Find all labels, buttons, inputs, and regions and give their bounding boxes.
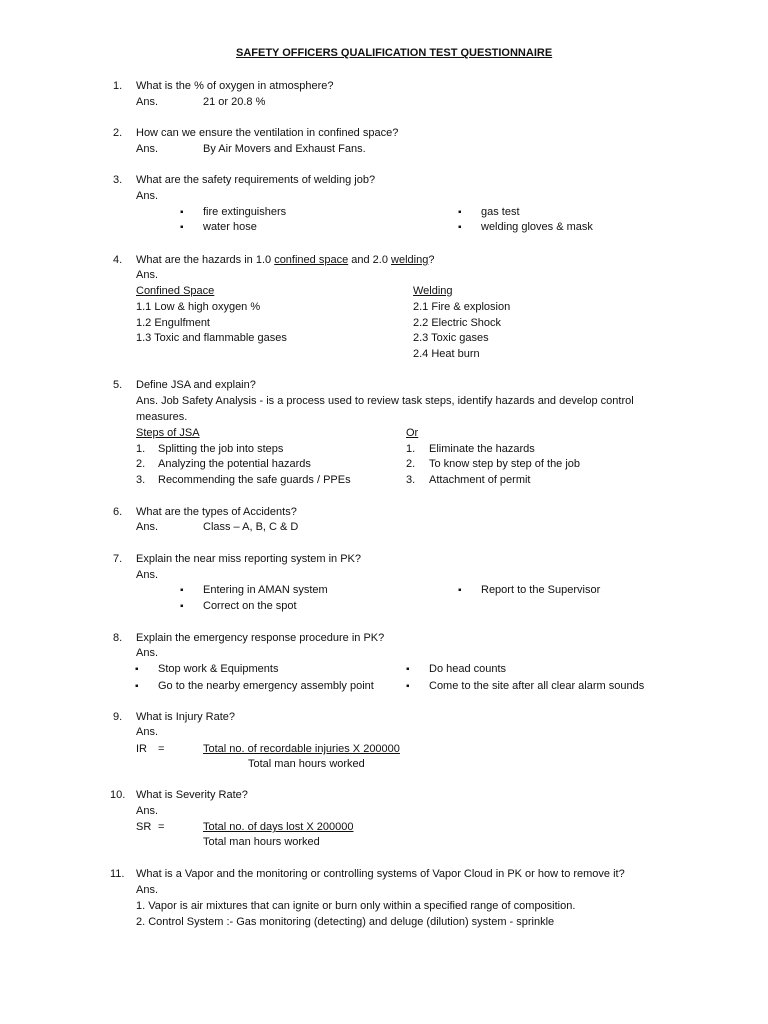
list-item: Attachment of permit [429,474,531,486]
answer-text: Class – A, B, C & D [203,521,299,533]
list-item: 2.3 Toxic gases [413,332,489,344]
question-number: 4. [113,254,123,266]
bullet-item: ▪ welding gloves & mask [481,221,593,234]
question-text: Explain the emergency response procedure in PK? [136,632,385,644]
question-number: 8. [113,632,123,644]
answer-label: Ans. [136,269,159,281]
column-heading: Welding [413,285,453,297]
list-item: To know step by step of the job [429,458,581,470]
formula-numerator: Total no. of days lost X 200000 [203,821,354,833]
answer-text: 21 or 20.8 % [203,96,266,108]
question-text: Define JSA and explain? [136,379,256,391]
answer-label: Ans. [136,884,159,896]
formula-lhs: IR [136,743,147,755]
question-number: 1. [113,80,123,92]
list-item: 2.2 Electric Shock [413,317,502,329]
formula-denominator: Total man hours worked [203,836,320,848]
list-number: 1. [406,443,416,455]
list-number: 3. [406,474,416,486]
question-number: 11. [110,868,125,880]
answer-label: Ans. [136,647,159,659]
column-heading: Steps of JSA [136,427,200,439]
question-text: What is the % of oxygen in atmosphere? [136,80,334,92]
document-title: SAFETY OFFICERS QUALIFICATION TEST QUESTIONNAIRE [236,47,553,59]
bullet-item: ▪ Do head counts [429,663,506,676]
list-item: Splitting the job into steps [158,443,284,455]
question-text: What is Injury Rate? [136,711,236,723]
answer-text: Ans. Job Safety Analysis - is a process used to review task steps, identify hazards and develop control [136,395,634,407]
list-item: Recommending the safe guards / PPEs [158,474,351,486]
formula-numerator: Total no. of recordable injuries X 200000 [203,743,400,755]
formula-equals: = [158,821,165,833]
answer-text: 1. Vapor is air mixtures that can ignite or burn only within a specified range of composition. [136,900,576,912]
question-number: 6. [113,506,123,518]
list-item: 2.4 Heat burn [413,348,480,360]
question-number: 3. [113,174,123,186]
answer-label: Ans. [136,143,159,155]
answer-text: 2. Control System :- Gas monitoring (detecting) and deluge (dilution) system - sprinkle [136,916,555,928]
bullet-item: ▪ Report to the Supervisor [481,584,600,597]
question-number: 10. [110,789,126,801]
answer-text: By Air Movers and Exhaust Fans. [203,143,366,155]
question-number: 9. [113,711,123,723]
question-text: What are the safety requirements of welding job? [136,174,376,186]
question-text: How can we ensure the ventilation in confined space? [136,127,399,139]
list-number: 2. [406,458,416,470]
bullet-item: ▪ Entering in AMAN system [203,584,328,597]
bullet-item: ▪ Come to the site after all clear alarm sounds [429,680,644,693]
formula-denominator: Total man hours worked [248,758,365,770]
bullet-item: ▪ Correct on the spot [203,600,297,613]
question-text: Explain the near miss reporting system in PK? [136,553,361,565]
bullet-item: ▪ fire extinguishers [203,206,286,219]
question-number: 2. [113,127,123,139]
question-number: 5. [113,379,123,391]
list-number: 1. [136,443,146,455]
bullet-item: ▪ water hose [203,221,257,234]
formula-lhs: SR [136,821,152,833]
answer-label: Ans. [136,726,159,738]
question-text: What is Severity Rate? [136,789,248,801]
formula-equals: = [158,743,165,755]
list-item: Analyzing the potential hazards [158,458,311,470]
answer-label: Ans. [136,569,159,581]
bullet-item: ▪ Go to the nearby emergency assembly point [158,680,374,693]
answer-label: Ans. [136,96,159,108]
answer-label: Ans. [136,521,159,533]
list-item: Eliminate the hazards [429,443,535,455]
question-number: 7. [113,553,123,565]
answer-label: Ans. [136,190,159,202]
list-item: 1.3 Toxic and flammable gases [136,332,287,344]
list-item: 1.2 Engulfment [136,317,210,329]
column-heading: Confined Space [136,285,215,297]
answer-text: measures. [136,411,188,423]
bullet-item: ▪ gas test [481,206,520,219]
list-item: 1.1 Low & high oxygen % [136,301,261,313]
list-number: 3. [136,474,146,486]
bullet-item: ▪ Stop work & Equipments [158,663,278,676]
question-text: What are the types of Accidents? [136,506,297,518]
question-text: What is a Vapor and the monitoring or controlling systems of Vapor Cloud in PK or how to remove it? [136,868,625,880]
question-text: What are the hazards in 1.0 confined space and 2.0 welding? [136,254,435,266]
list-number: 2. [136,458,146,470]
list-item: 2.1 Fire & explosion [413,301,511,313]
column-heading: Or [406,427,419,439]
answer-label: Ans. [136,805,159,817]
